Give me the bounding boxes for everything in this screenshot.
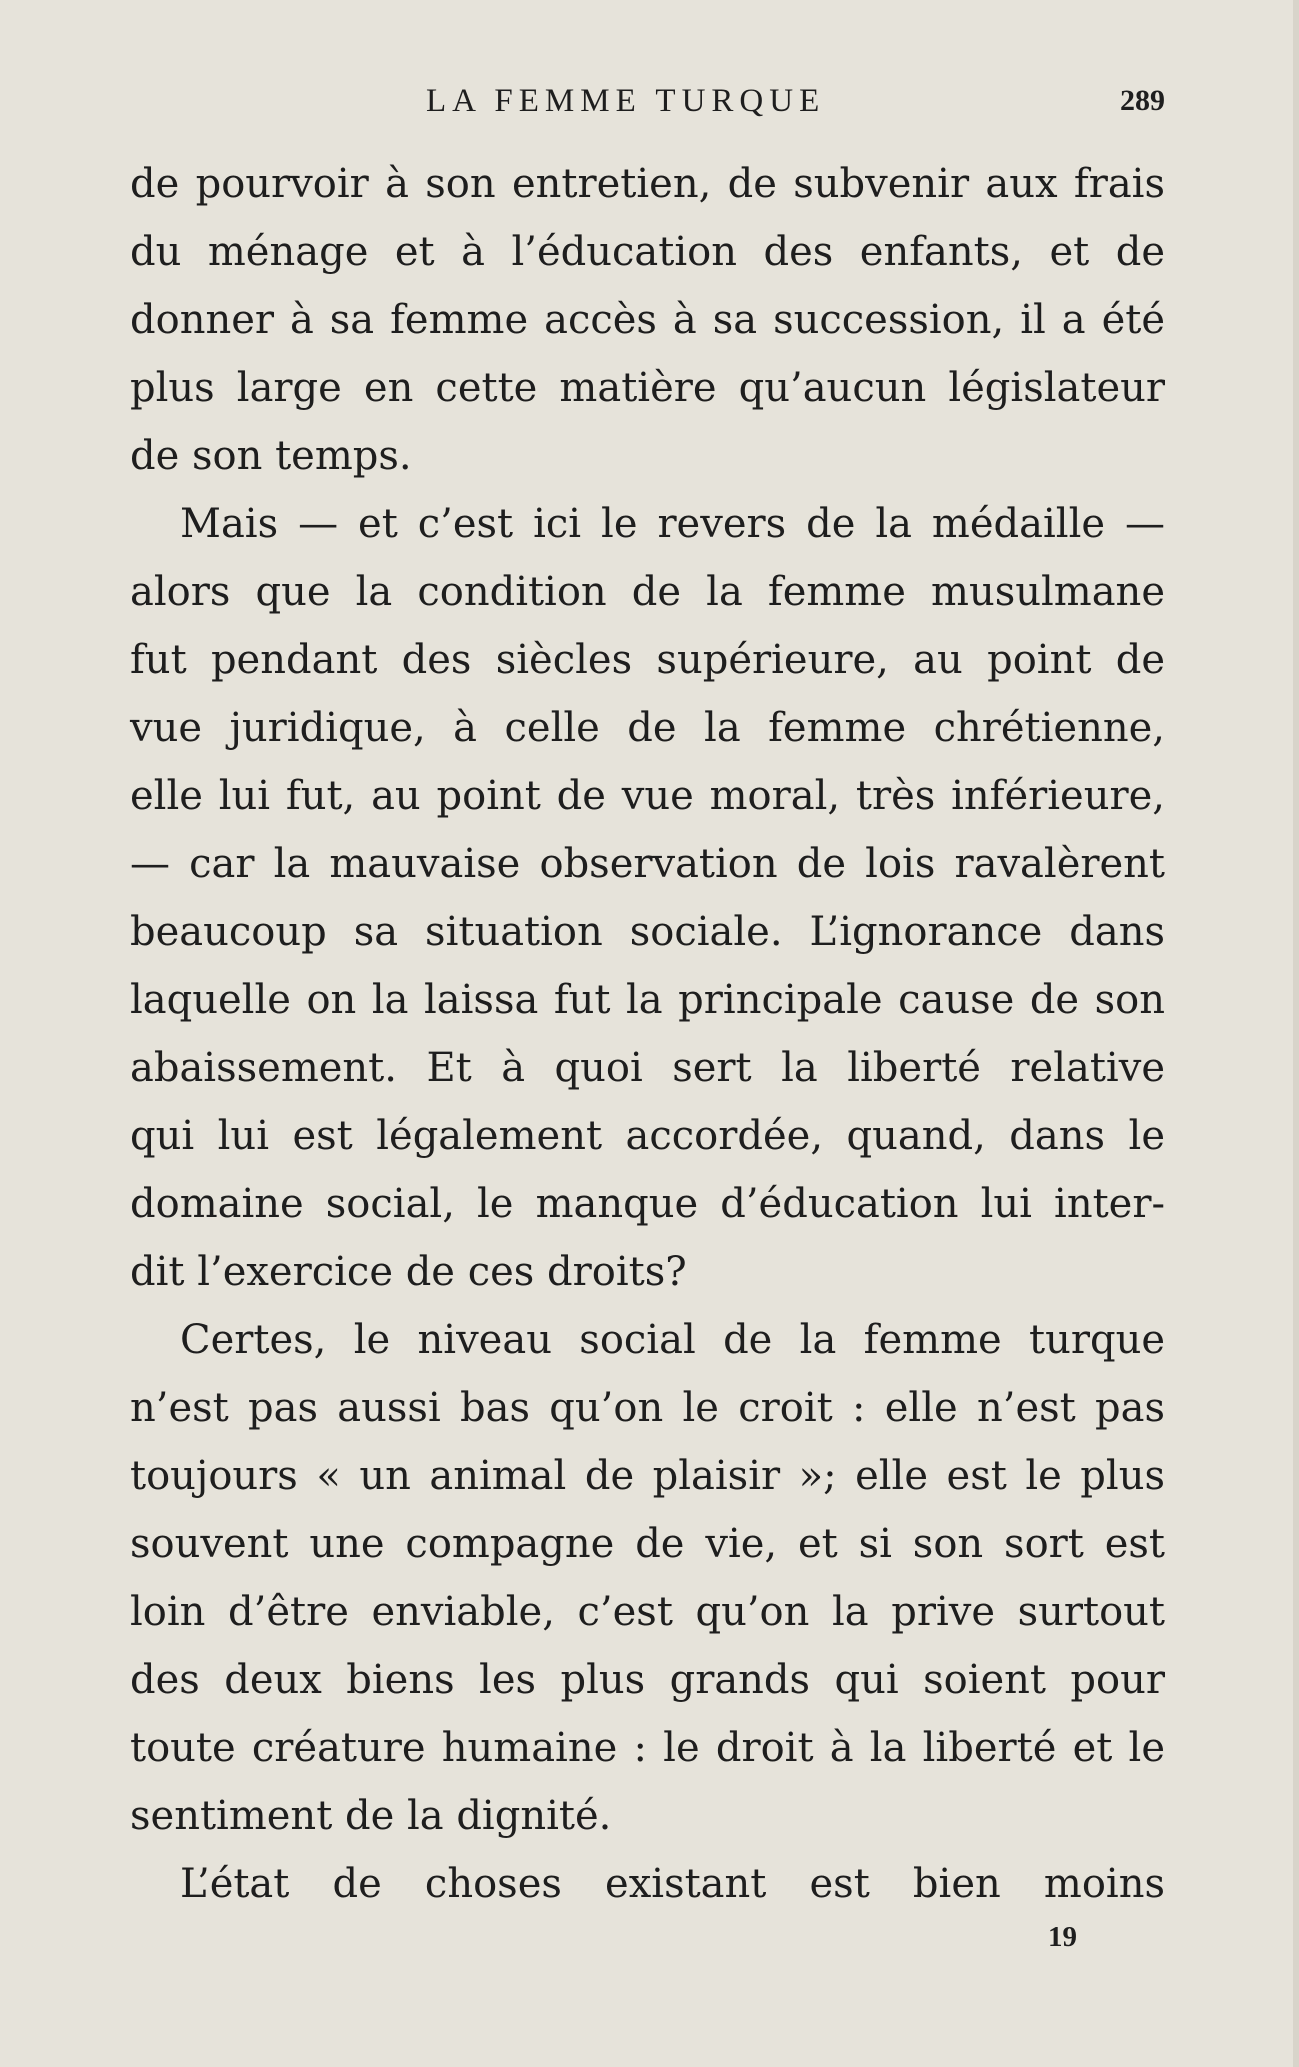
text-line: dit l’exercice de ces droits? [130,1249,687,1295]
text-line: vue juridique, à celle de la femme chrétienne, [130,705,1165,751]
text-line: qui lui est légalement accordée, quand, dans le [130,1113,1165,1159]
text-line: souvent une compagne de vie, et si son sort est [130,1521,1165,1567]
text-line: fut pendant des siècles supérieure, au point de [130,637,1165,683]
text-line: beaucoup sa situation sociale. L’ignorance dans [130,909,1165,955]
page-number: 289 [1120,84,1165,117]
signature-mark: 19 [1048,1921,1077,1953]
page-edge [1293,0,1299,2067]
text-line: laquelle on la laissa fut la principale cause de son [130,977,1165,1023]
text-line: abaissement. Et à quoi sert la liberté relative [130,1045,1165,1091]
text-line: elle lui fut, au point de vue moral, très inférieure, [130,773,1165,819]
text-line: de pourvoir à son entretien, de subvenir aux frais [130,161,1165,207]
text-line: loin d’être enviable, c’est qu’on la prive surtout [130,1589,1165,1635]
text-line: sentiment de la dignité. [130,1793,612,1839]
text-line: Certes, le niveau social de la femme turque [180,1317,1165,1363]
running-head [130,76,1165,126]
body-text [130,150,1165,1918]
text-line: L’état de choses existant est bien moins [180,1861,1165,1907]
text-line: Mais — et c’est ici le revers de la médaille — [180,501,1165,547]
text-line: alors que la condition de la femme musulmane [130,569,1165,615]
text-line: domaine social, le manque d’éducation lui inter- [130,1181,1165,1227]
running-title: LA FEMME TURQUE [426,83,826,119]
text-line: de son temps. [130,433,412,479]
text-line: n’est pas aussi bas qu’on le croit : elle n’est pas [130,1385,1165,1431]
text-line: — car la mauvaise observation de lois ravalèrent [130,841,1165,887]
text-line: donner à sa femme accès à sa succession, il a été [130,297,1165,343]
text-line: toujours « un animal de plaisir »; elle est le plus [130,1453,1165,1499]
text-line: des deux biens les plus grands qui soient pour [130,1657,1165,1703]
text-line: plus large en cette matière qu’aucun législateur [130,365,1165,411]
text-line: toute créature humaine : le droit à la liberté et le [130,1725,1165,1771]
text-line: du ménage et à l’éducation des enfants, et de [130,229,1165,275]
